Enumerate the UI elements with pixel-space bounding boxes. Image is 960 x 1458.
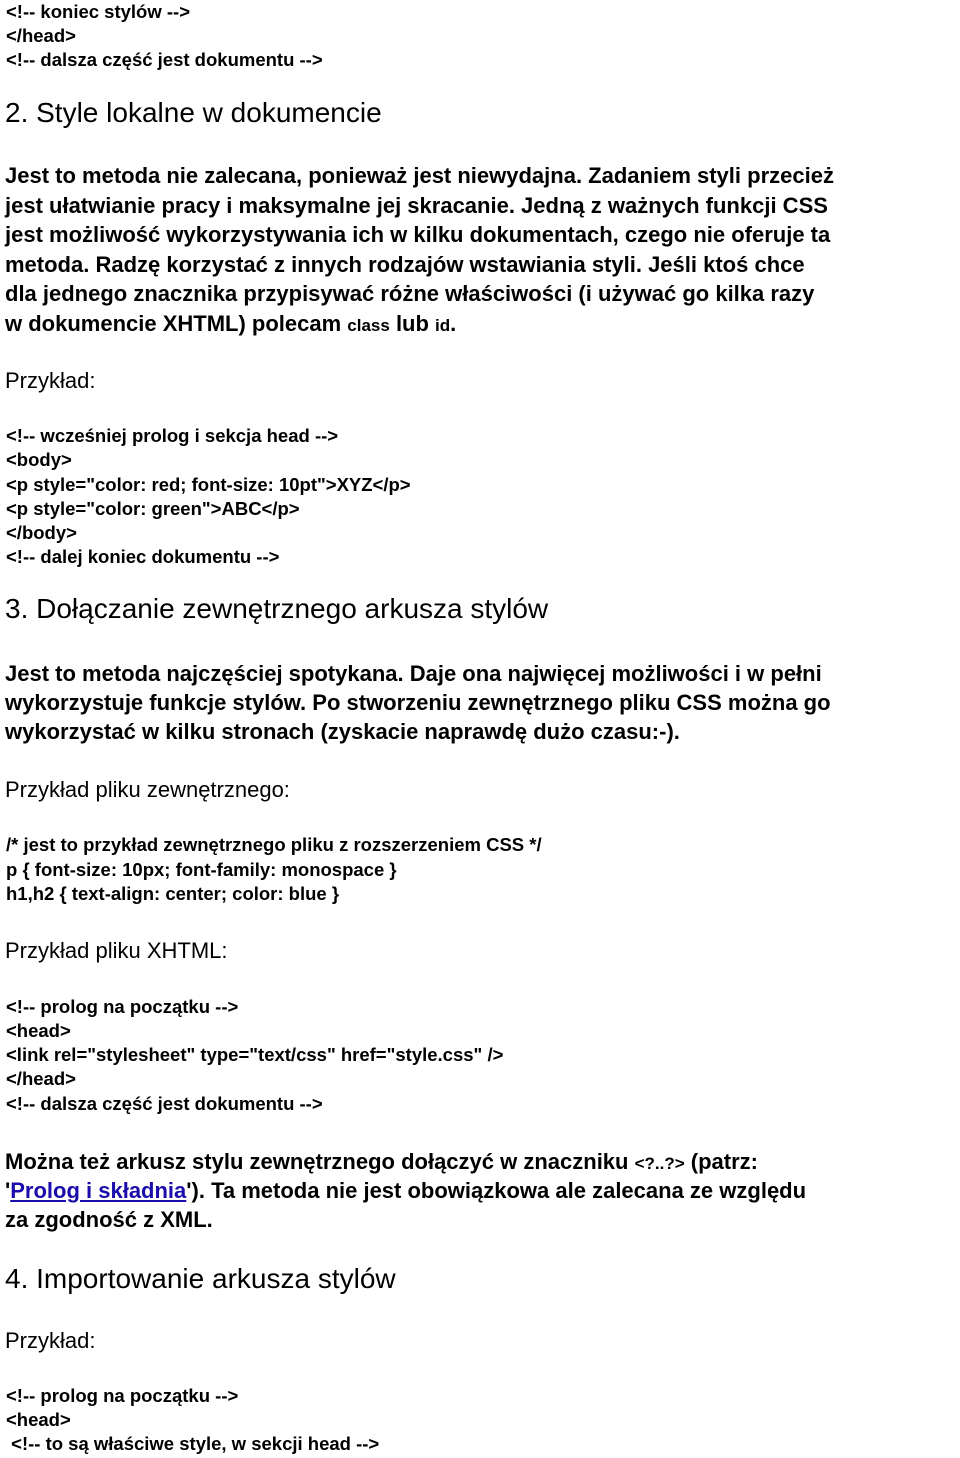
code-line: </head> bbox=[6, 1068, 76, 1089]
code-line: <body> bbox=[6, 449, 72, 470]
example-label: Przykład: bbox=[5, 368, 96, 393]
paragraph-line: jest ułatwianie pracy i maksymalne jej skracanie. Jedną z ważnych funkcji CSS bbox=[5, 193, 828, 218]
code-line: h1,h2 { text-align: center; color: blue } bbox=[6, 883, 340, 904]
code-line: p { font-size: 10px; font-family: monospace } bbox=[6, 859, 397, 880]
prolog-link[interactable]: Prolog i składnia bbox=[10, 1178, 187, 1203]
code-line: <!-- dalej koniec dokumentu --> bbox=[6, 546, 280, 567]
paragraph-line: wykorzystać w kilku stronach (zyskacie naprawdę dużo czasu:-). bbox=[5, 719, 680, 744]
code-line: <p style="color: red; font-size: 10pt">XYZ</p> bbox=[6, 474, 411, 495]
code-line: <head> bbox=[6, 1020, 71, 1041]
code-keyword-class: class bbox=[347, 316, 390, 335]
code-line: <!-- wcześniej prolog i sekcja head --> bbox=[6, 425, 339, 446]
code-line: <head> bbox=[6, 1409, 71, 1430]
paragraph-line: metoda. Radzę korzystać z innych rodzajów wstawiania styli. Jeśli ktoś chce bbox=[5, 252, 805, 277]
section-heading: 4. Importowanie arkusza stylów bbox=[5, 1263, 396, 1294]
inline-code-tag: <?..?> bbox=[634, 1154, 685, 1173]
example-label: Przykład pliku zewnętrznego: bbox=[5, 777, 290, 802]
paragraph-line: za zgodność z XML. bbox=[5, 1207, 213, 1232]
example-label: Przykład: bbox=[5, 1328, 96, 1353]
paragraph-line: Jest to metoda nie zalecana, ponieważ jest niewydajna. Zadaniem styli przecież bbox=[5, 163, 834, 188]
paragraph-line: jest możliwość wykorzystywania ich w kilku dokumentach, czego nie oferuje ta bbox=[5, 222, 831, 247]
paragraph-line bbox=[5, 1149, 758, 1175]
paragraph-line bbox=[5, 1178, 806, 1204]
paragraph-text: w dokumencie XHTML) polecam bbox=[5, 311, 348, 336]
code-line: <p style="color: green">ABC</p> bbox=[6, 498, 300, 519]
paragraph-text: Można też arkusz stylu zewnętrznego dołączyć w znaczniku bbox=[5, 1149, 635, 1174]
section-heading: 2. Style lokalne w dokumencie bbox=[5, 97, 382, 128]
example-label: Przykład pliku XHTML: bbox=[5, 938, 228, 963]
paragraph-line: Jest to metoda najczęściej spotykana. Daje ona najwięcej możliwości i w pełni bbox=[5, 661, 822, 686]
paragraph-line: dla jednego znacznika przypisywać różne właściwości (i używać go kilka razy bbox=[5, 281, 815, 306]
code-line: <!-- to są właściwe style, w sekcji head --> bbox=[6, 1433, 380, 1454]
paragraph-text: (patrz: bbox=[684, 1149, 758, 1174]
code-line: <!-- dalsza część jest dokumentu --> bbox=[6, 49, 323, 70]
section-heading: 3. Dołączanie zewnętrznego arkusza stylów bbox=[5, 593, 549, 624]
code-line: </body> bbox=[6, 522, 77, 543]
paragraph-line: wykorzystuje funkcje stylów. Po stworzeniu zewnętrznego pliku CSS można go bbox=[5, 690, 831, 715]
paragraph-text: . bbox=[450, 311, 457, 336]
code-line: </head> bbox=[6, 25, 76, 46]
code-line: <link rel="stylesheet" type="text/css" href="style.css" /> bbox=[6, 1044, 504, 1065]
paragraph-text: lub bbox=[389, 311, 436, 336]
paragraph-text: ' bbox=[5, 1178, 11, 1203]
paragraph-line bbox=[5, 311, 456, 337]
code-line: /* jest to przykład zewnętrznego pliku z rozszerzeniem CSS */ bbox=[6, 834, 542, 855]
paragraph-text: '). Ta metoda nie jest obowiązkowa ale zalecana ze względu bbox=[186, 1178, 807, 1203]
code-keyword-id: id bbox=[435, 316, 451, 335]
code-line: <!-- koniec stylów --> bbox=[6, 1, 191, 22]
code-line: <!-- prolog na początku --> bbox=[6, 996, 239, 1017]
code-line: <!-- dalsza część jest dokumentu --> bbox=[6, 1093, 323, 1114]
code-line: <!-- prolog na początku --> bbox=[6, 1385, 239, 1406]
